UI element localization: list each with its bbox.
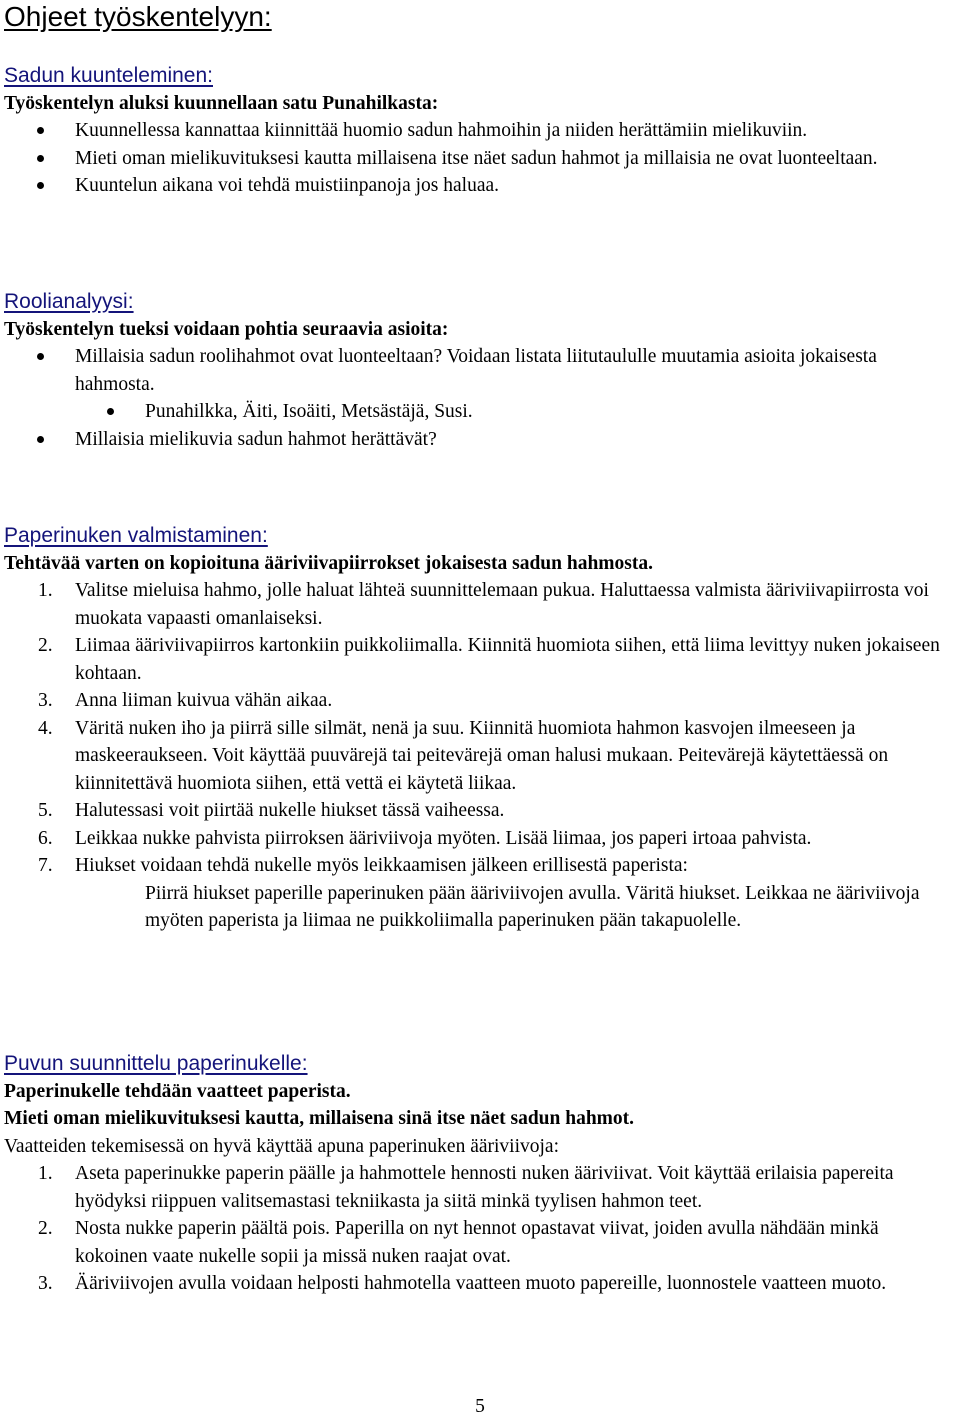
bullet-list [4,343,956,453]
section-heading: Roolianalyysi: [4,290,134,313]
list-item: Punahilkka, Äiti, Isoäiti, Metsästäjä, Susi. [4,398,956,426]
list-number: 5. [38,800,53,821]
list-text: Liimaa ääriviivapiirros kartonkiin puikkoliimalla. Kiinnitä huomiota siihen, että liima levittyy nuken jokaiseen kohtaan. [75,635,940,684]
list-item [4,852,956,880]
list-number: 6. [38,827,53,849]
list-item [4,632,956,687]
list-text: Hiukset voidaan tehdä nukelle myös leikkaamisen jälkeen erillisestä paperista: [75,855,688,876]
list-item [4,687,956,715]
section-paperinuken-valmistaminen [4,522,956,935]
list-number: 3. [38,690,53,711]
section-intro: Työskentelyn aluksi kuunnellaan satu Punahilkasta: [4,92,439,114]
list-text: Halutessasi voit piirtää nukelle hiukset tässä vaiheessa. [75,800,505,821]
list-item [4,1270,956,1298]
list-item: Millaisia sadun roolihahmot ovat luonteeltaan? Voidaan listata liitutaululle muutamia asioita jokaisesta hahmosta. [4,343,956,398]
section-intro-bold: Paperinukelle tehdään vaatteet paperista. [4,1080,351,1102]
section-intro: Tehtävää varten on kopioituna ääriviivapiirrokset jokaisesta sadun hahmosta. [4,552,654,574]
section-intro: Työskentelyn tueksi voidaan pohtia seuraavia asioita: [4,318,449,340]
section-intro: Vaatteiden tekemisessä on hyvä käyttää apuna paperinuken ääriviivoja: [4,1135,559,1157]
list-item [4,1215,956,1270]
list-item: Millaisia mielikuvia sadun hahmot herättävät? [4,426,956,454]
list-text: Anna liiman kuivua vähän aikaa. [75,690,333,711]
section-intro-bold: Mieti oman mielikuvituksesi kautta, millaisena sinä itse näet sadun hahmot. [4,1108,635,1129]
list-number: 4. [38,717,53,739]
list-item [4,715,956,798]
list-number: 2. [38,635,53,656]
list-item [4,797,956,825]
list-text: Väritä nuken iho ja piirrä sille silmät, nenä ja suu. Kiinnitä huomiota hahmon kasvojen ilmeeseen ja maskeeraukseen. Voit käyttää puuvärejä tai peitevärejä oman halusi mukaan. Peitevärejä käytettäessä on kiinnitettävä huomiota siihen, että vettä ei käytetä liikaa. [75,717,889,794]
list-text: Valitse mieluisa hahmo, jolle haluat lähteä suunnittelemaan pukua. Haluttaessa valmista ääriviivapiirrosta voi muokata vapaasti omanlaiseksi. [75,580,929,629]
list-item [4,577,956,632]
numbered-list [4,577,956,880]
list-item: Kuuntelun aikana voi tehdä muistiinpanoja jos haluaa. [4,172,956,200]
bullet-list [4,117,956,200]
numbered-list [4,1160,956,1298]
page-title: Ohjeet työskentelyyn: [4,1,272,32]
list-number: 1. [38,1163,53,1184]
list-item: Mieti oman mielikuvituksesi kautta millaisena itse näet sadun hahmot ja millaisia ne ovat luonteeltaan. [4,145,956,173]
section-heading: Puvun suunnittelu paperinukelle: [4,1052,308,1075]
section-puvun-suunnittelu [4,1050,956,1298]
section-roolianalyysi [4,288,956,453]
list-number: 2. [38,1218,53,1239]
list-text: Aseta paperinukke paperin päälle ja hahmottele hennosti nuken ääriviivat. Voit käyttää erilaisia papereita hyödyksi riippuen valitsemastasi tekniikasta ja siitä minkä tyylisen hahmon teet. [75,1163,894,1212]
list-item: Kuunnellessa kannattaa kiinnittää huomio sadun hahmoihin ja niiden herättämiin mielikuviin. [4,117,956,145]
section-heading: Sadun kuunteleminen: [4,64,213,87]
list-item [4,1160,956,1215]
list-text: Leikkaa nukke pahvista piirroksen ääriviivoja myöten. Lisää liimaa, jos paperi irtoaa pahvista. [75,827,812,849]
section-heading: Paperinuken valmistaminen: [4,524,268,547]
step-7-detail: Piirrä hiukset paperille paperinuken pään ääriviivojen avulla. Väritä hiukset. Leikkaa ne ääriviivoja myöten paperista ja liimaa ne puikkoliimalla paperinuken pään takapuolelle. [145,882,920,931]
list-number: 3. [38,1273,53,1294]
list-number: 1. [38,580,53,601]
list-text: Nosta nukke paperin päältä pois. Paperilla on nyt hennot opastavat viivat, joiden avulla nähdään minkä kokoinen vaate nukelle sopii ja missä nuken raajat ovat. [75,1218,879,1267]
page-number: 5 [475,1396,485,1417]
list-number: 7. [38,855,53,876]
list-item [4,825,956,853]
list-text: Ääriviivojen avulla voidaan helposti hahmotella vaatteen muoto papereille, luonnostele vaatteen muoto. [75,1273,887,1294]
section-sadun-kuunteleminen [4,62,956,200]
